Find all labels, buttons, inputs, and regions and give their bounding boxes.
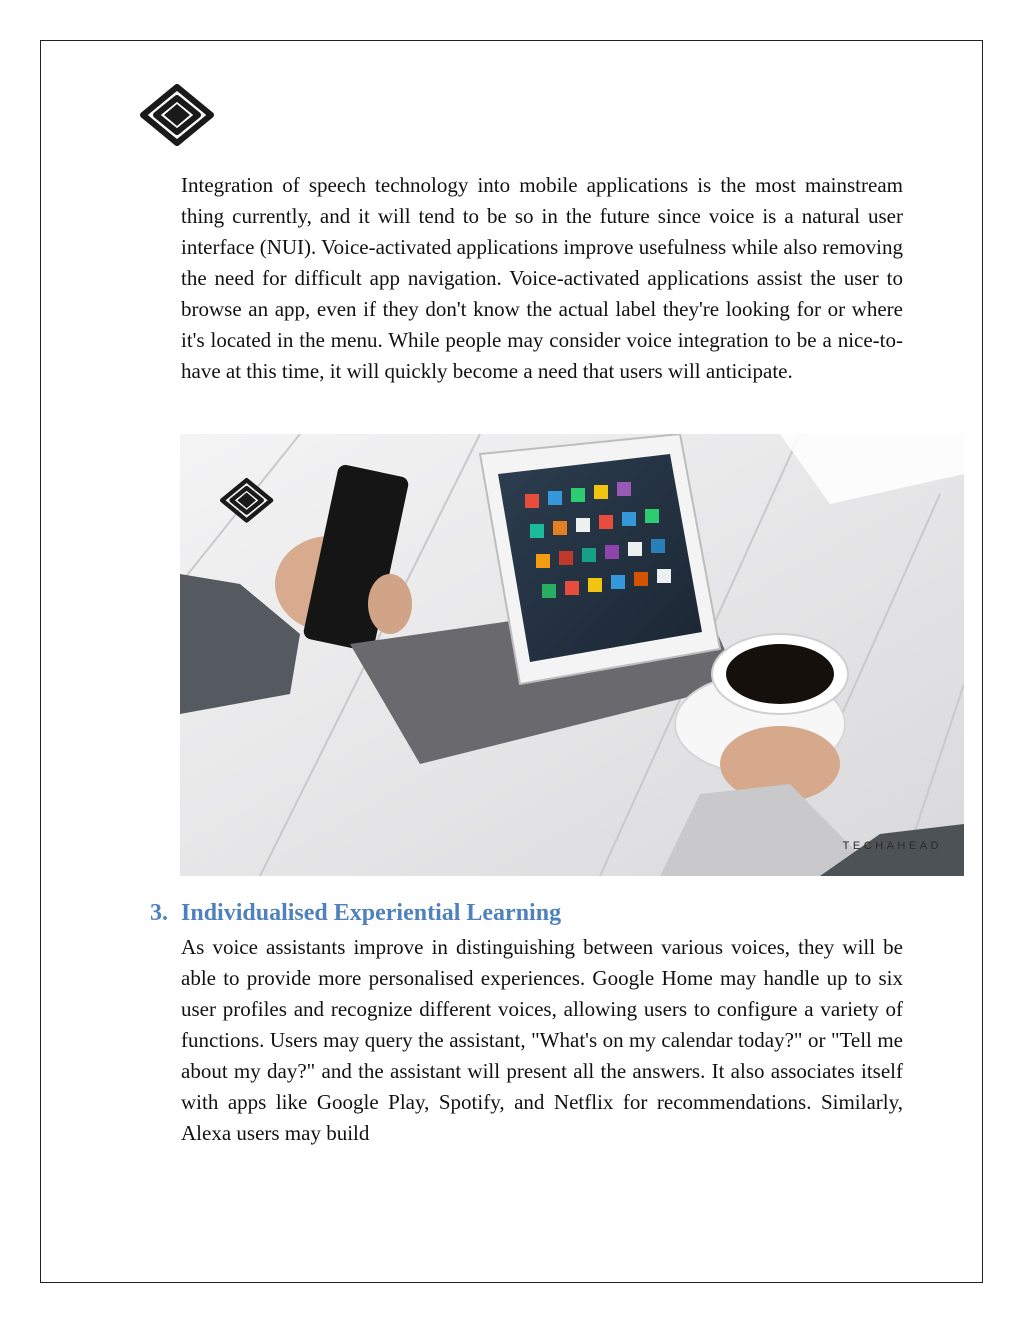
photo-watermark: TECHAHEAD [842, 840, 942, 852]
techahead-logo-icon [140, 84, 214, 146]
intro-paragraph: Integration of speech technology into mobile applications is the most mainstream thing currently, and it will tend to be so in the future since voice is a natural user interface (NUI). Voice-activated applications improve usefulness while also removing the need for difficult app navigation. Voice-activated applications assist the user to browse an app, even if they don't know the actual label they're looking for or where it's located in the menu. While people may consider voice integration to be a nice-to-have at this time, it will quickly become a need that users will anticipate. [181, 173, 903, 383]
photo-illustration [180, 434, 964, 876]
section-number: 3. [150, 900, 168, 926]
section-title: Individualised Experiential Learning [181, 900, 562, 926]
section-heading [150, 898, 561, 928]
section3-paragraph: As voice assistants improve in distinguishing between various voices, they will be able to provide more personalised experiences. Google Home may handle up to six user profiles and recognize different voices, allowing users to configure a variety of functions. Users may query the assistant, "What's on my calendar today?" or "Tell me about my day?" and the assistant will present all the answers. It also associates itself with apps like Google Play, Spotify, and Netflix for recommendations. Similarly, Alexa users may build [181, 935, 903, 1145]
hero-photo [180, 434, 964, 876]
